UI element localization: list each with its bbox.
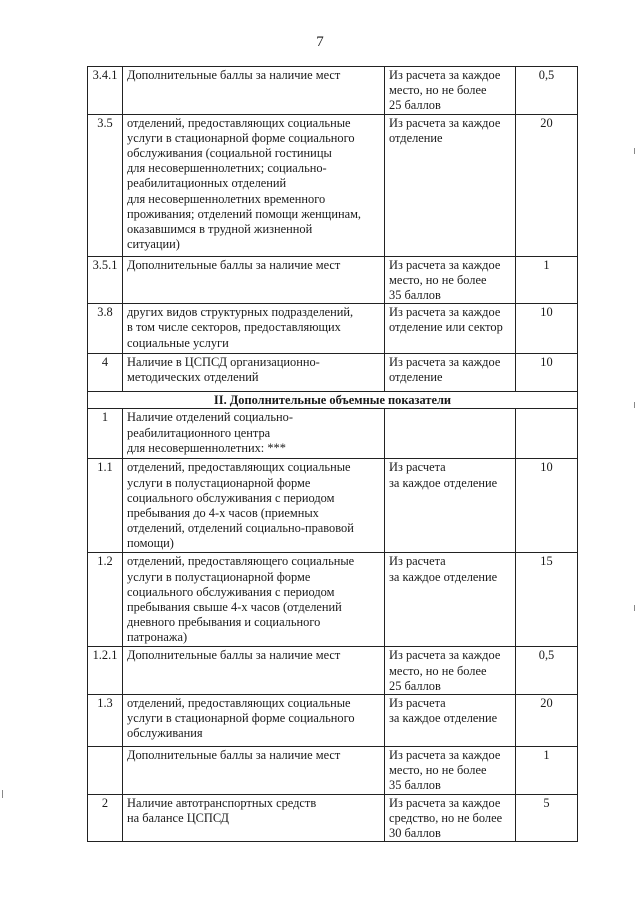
calculation-rule: Из расчета за каждое место, но не более 35 баллов (385, 256, 516, 304)
calculation-rule: Из расчета за каждое отделение или сектор (385, 304, 516, 354)
calculation-rule: Из расчета за каждое отделение (385, 114, 516, 256)
item-description: Дополнительные баллы за наличие мест (123, 256, 385, 304)
margin-scan-mark (2, 790, 3, 798)
calculation-rule: Из расчета за каждое отделение (385, 695, 516, 747)
calculation-rule: Из расчета за каждое место, но не более 25 баллов (385, 647, 516, 695)
score-value: 15 (516, 553, 578, 647)
score-value: 1 (516, 256, 578, 304)
margin-scan-mark (634, 605, 635, 611)
item-number: 1 (88, 409, 123, 459)
item-description: отделений, предоставляющего социальные услуги в полустационарной форме социального обслуживания с периодом пребывания свыше 4-х часов (отделений дневного пребывания и социального патронажа) (123, 553, 385, 647)
table-row (88, 354, 578, 392)
calculation-rule: Из расчета за каждое средство, но не более 30 баллов (385, 794, 516, 842)
table-row (88, 459, 578, 553)
item-number: 1.3 (88, 695, 123, 747)
table-row (88, 409, 578, 459)
item-number: 1.1 (88, 459, 123, 553)
criteria-table-body (88, 67, 578, 842)
margin-scan-mark (634, 148, 635, 154)
table-row (88, 304, 578, 354)
item-number: 1.2.1 (88, 647, 123, 695)
item-number: 3.5 (88, 114, 123, 256)
section-title: II. Дополнительные объемные показатели (88, 392, 578, 409)
item-description: Дополнительные баллы за наличие мест (123, 67, 385, 115)
table-row (88, 695, 578, 747)
table-row (88, 114, 578, 256)
item-number: 1.2 (88, 553, 123, 647)
table-row (88, 794, 578, 842)
item-number: 3.5.1 (88, 256, 123, 304)
score-value: 10 (516, 459, 578, 553)
table-row (88, 747, 578, 795)
score-value: 10 (516, 304, 578, 354)
margin-scan-mark (634, 402, 635, 408)
calculation-rule: Из расчета за каждое отделение (385, 354, 516, 392)
item-description: Наличие в ЦСПСД организационно- методических отделений (123, 354, 385, 392)
calculation-rule (385, 409, 516, 459)
item-number (88, 747, 123, 795)
item-description: отделений, предоставляющих социальные услуги в полустационарной форме социального обслуживания с периодом пребывания до 4-х часов (приемных отделений, отделений социально-правовой помощи) (123, 459, 385, 553)
item-number: 4 (88, 354, 123, 392)
table-row (88, 256, 578, 304)
item-number: 2 (88, 794, 123, 842)
item-description: отделений, предоставляющих социальные услуги в стационарной форме социального обслуживания (123, 695, 385, 747)
calculation-rule: Из расчета за каждое место, но не более 25 баллов (385, 67, 516, 115)
score-value: 20 (516, 695, 578, 747)
score-value: 5 (516, 794, 578, 842)
table-row (88, 647, 578, 695)
table-row (88, 553, 578, 647)
score-value: 20 (516, 114, 578, 256)
calculation-rule: Из расчета за каждое отделение (385, 459, 516, 553)
table-row (88, 67, 578, 115)
page-number: 7 (316, 34, 324, 50)
section-header-row (88, 392, 578, 409)
item-description: других видов структурных подразделений, в том числе секторов, предоставляющих социальные услуги (123, 304, 385, 354)
score-value: 1 (516, 747, 578, 795)
item-description: Дополнительные баллы за наличие мест (123, 647, 385, 695)
item-number: 3.8 (88, 304, 123, 354)
item-number: 3.4.1 (88, 67, 123, 115)
calculation-rule: Из расчета за каждое отделение (385, 553, 516, 647)
item-description: отделений, предоставляющих социальные услуги в стационарной форме социального обслуживания (социальной гостиницы для несовершеннолетних; социально- реабилитационных отделений для несовершеннолетних временного проживания; отделений помощи женщинам, оказавшимся в трудной жизненной ситуации) (123, 114, 385, 256)
score-value (516, 409, 578, 459)
score-value: 10 (516, 354, 578, 392)
item-description: Наличие автотранспортных средств на балансе ЦСПСД (123, 794, 385, 842)
calculation-rule: Из расчета за каждое место, но не более 35 баллов (385, 747, 516, 795)
criteria-table (87, 66, 578, 842)
item-description: Наличие отделений социально- реабилитационного центра для несовершеннолетних: *** (123, 409, 385, 459)
score-value: 0,5 (516, 647, 578, 695)
score-value: 0,5 (516, 67, 578, 115)
item-description: Дополнительные баллы за наличие мест (123, 747, 385, 795)
